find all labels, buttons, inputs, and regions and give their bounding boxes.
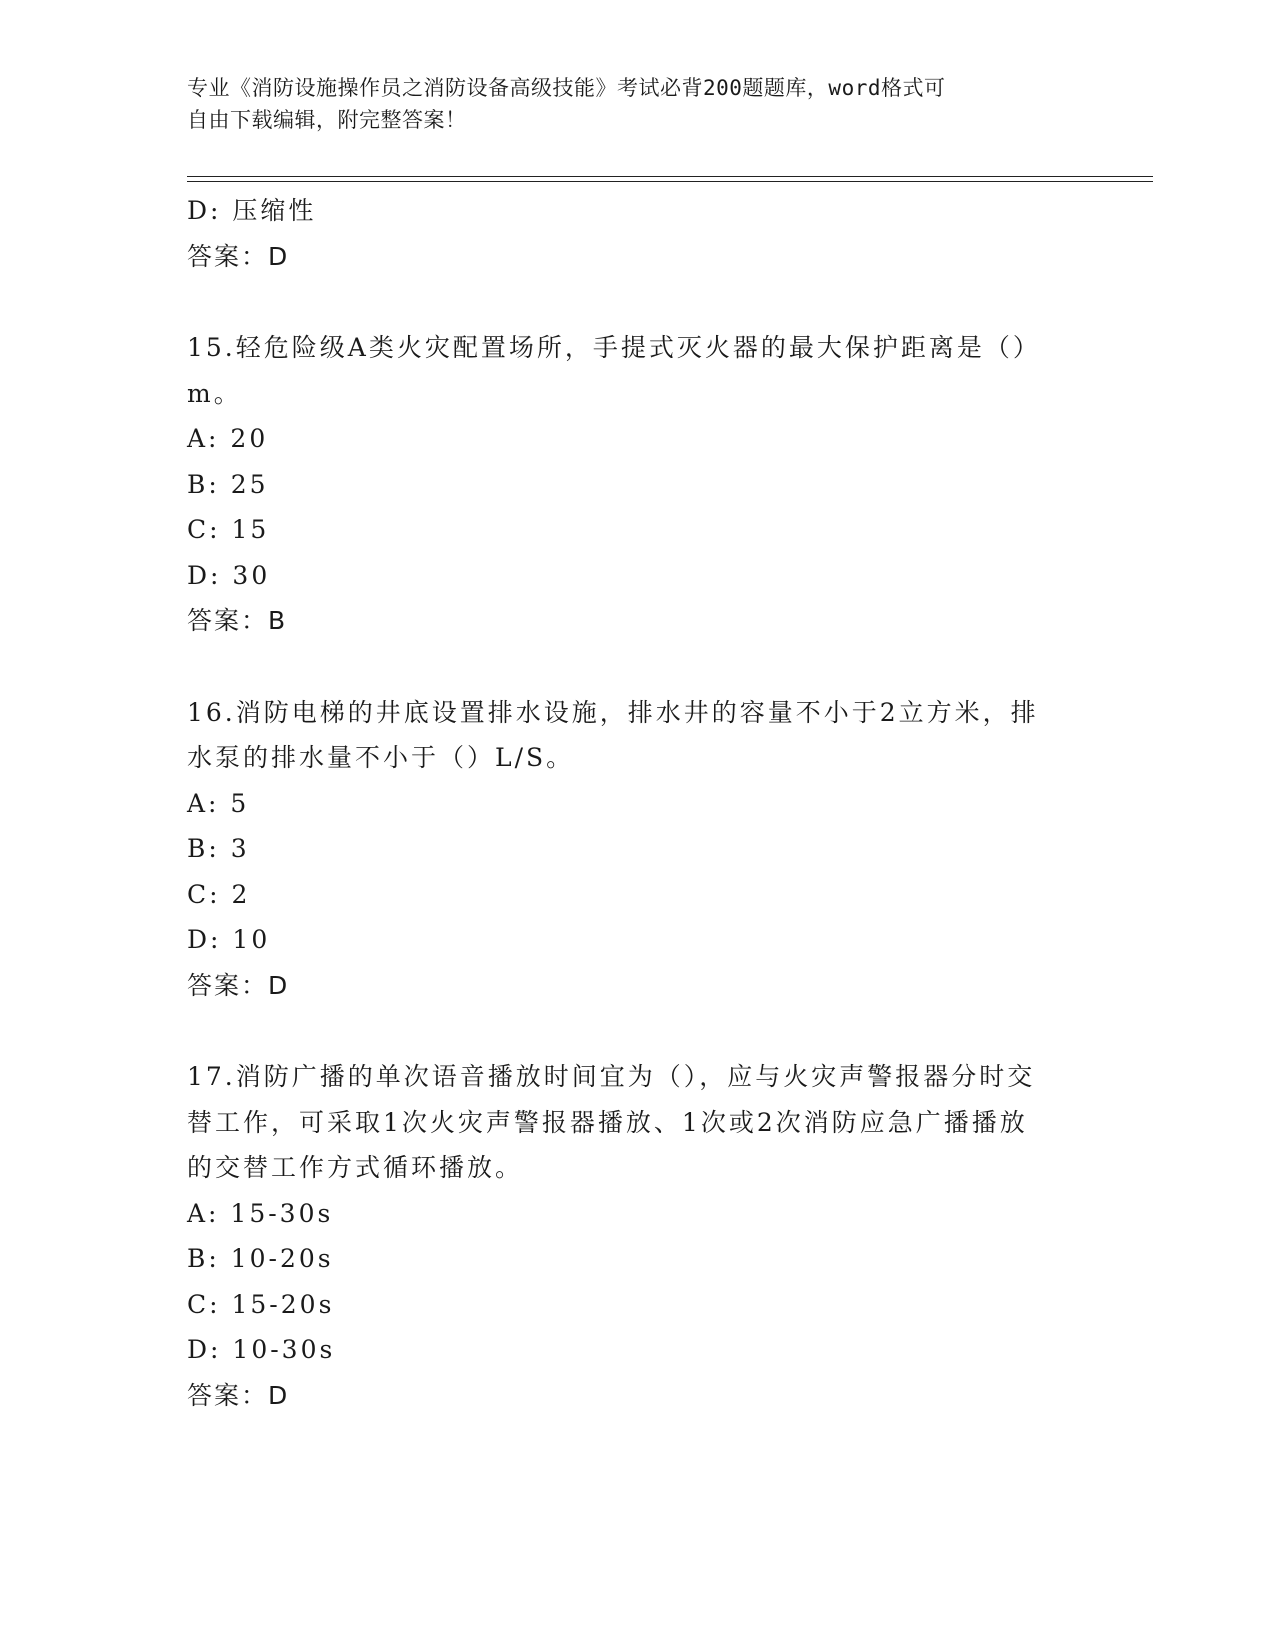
answer-line: 答案：D — [187, 970, 290, 1000]
option-c: C: 15-20s — [187, 1289, 335, 1319]
option-a: A: 20 — [187, 424, 269, 453]
option-b: B: 3 — [187, 834, 250, 863]
question-stem-line: 17.消防广播的单次语音播放时间宜为（），应与火灾声警报器分时交 — [187, 1062, 1036, 1091]
question-16 — [187, 690, 1087, 1009]
question-stem-line: 15.轻危险级A类火灾配置场所，手提式灭火器的最大保护距离是（） — [187, 333, 1041, 362]
question-stem-line: 的交替工作方式循环播放。 — [187, 1153, 524, 1182]
question-stem — [187, 690, 1077, 781]
question-17 — [187, 1054, 1087, 1418]
option-c: C: 2 — [187, 879, 251, 909]
option-d: D: 30 — [187, 560, 271, 590]
option-d: D: 10 — [187, 925, 271, 954]
option-a: A: 5 — [187, 788, 250, 818]
question-stem-line: 替工作，可采取1次火灾声警报器播放、1次或2次消防应急广播播放 — [187, 1107, 1028, 1137]
question-stem — [187, 325, 1077, 416]
option-b: B: 25 — [187, 469, 269, 499]
option-d: D: 10-30s — [187, 1335, 336, 1364]
question-stem-line: m。 — [187, 378, 242, 408]
header-line-2: 自由下载编辑，附完整答案！ — [187, 108, 467, 132]
option-c: C: 15 — [187, 515, 270, 544]
spacer — [187, 644, 1087, 690]
answer-line: 答案：B — [187, 606, 288, 635]
option-b: B: 10-20s — [187, 1244, 334, 1273]
question-stem — [187, 1054, 1077, 1191]
spacer — [187, 279, 1087, 325]
previous-question-option-d: D: 压缩性 — [187, 196, 317, 225]
header-line-1: 专业《消防设施操作员之消防设备高级技能》考试必背200题题库，word格式可 — [187, 76, 946, 100]
question-15 — [187, 325, 1087, 644]
document-header — [187, 72, 1067, 136]
previous-question-answer: 答案：D — [187, 241, 290, 271]
question-stem-line: 16.消防电梯的井底设置排水设施，排水井的容量不小于2立方米，排 — [187, 697, 1039, 727]
header-divider-bottom — [187, 181, 1153, 182]
spacer — [187, 1008, 1087, 1054]
answer-line: 答案：D — [187, 1380, 290, 1410]
header-divider-top — [187, 176, 1153, 177]
option-a: A: 15-30s — [187, 1198, 334, 1228]
question-stem-line: 水泵的排水量不小于（）L/S。 — [187, 743, 575, 772]
question-list — [187, 188, 1087, 1418]
